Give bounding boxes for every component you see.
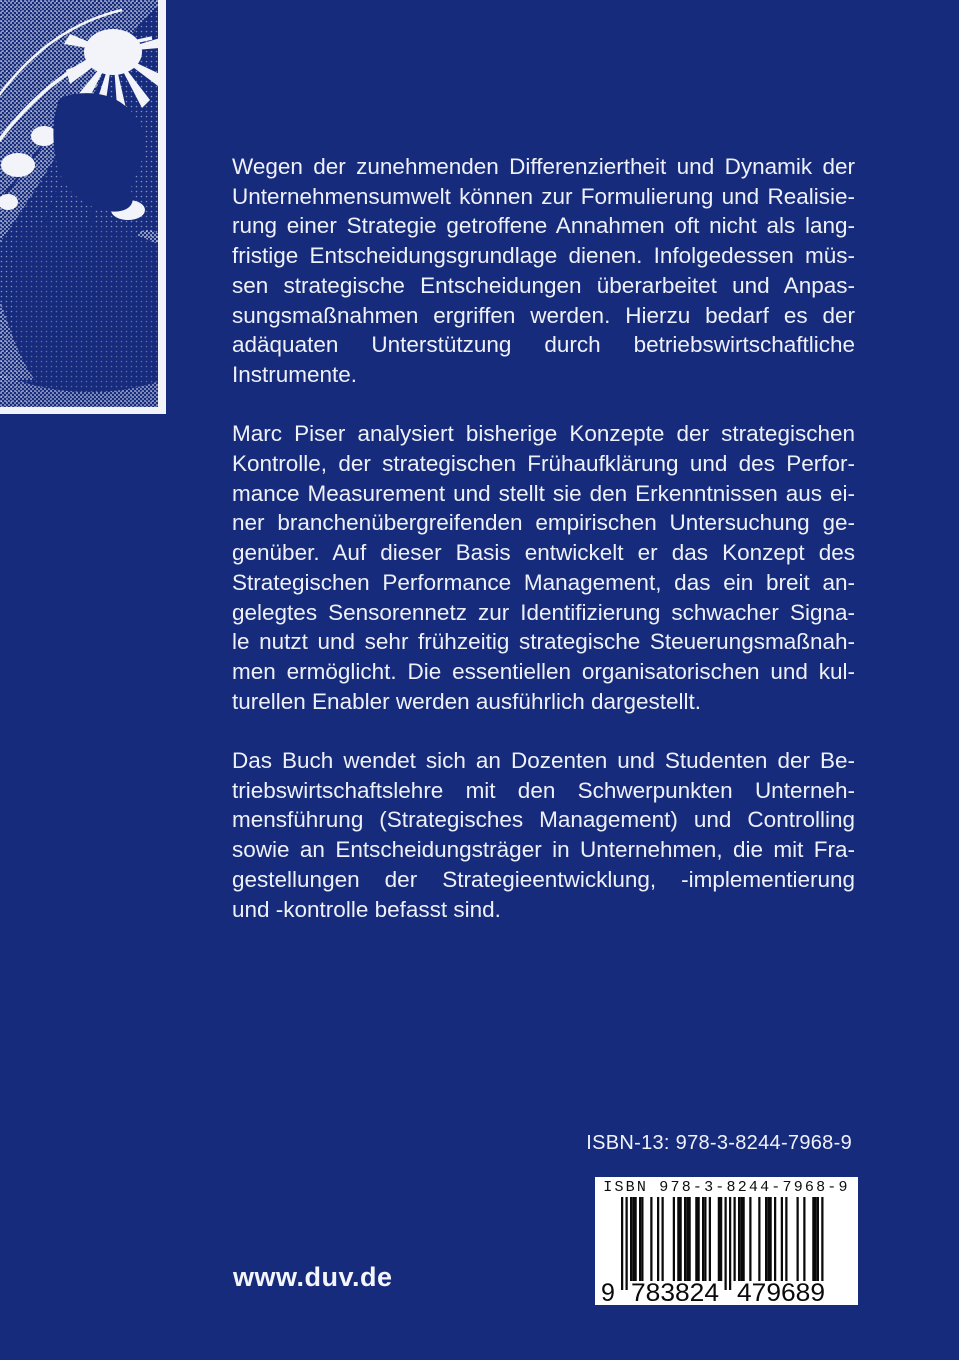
barcode-isbn-text: ISBN 978-3-8244-7968-9 <box>603 1179 850 1196</box>
globe-border-bottom <box>0 407 166 414</box>
blurb-line: Marc Piser analysiert bisherige Konzepte der strategischen <box>232 421 855 447</box>
blurb-line: Instrumente. <box>232 361 358 387</box>
back-cover-blurb <box>232 152 855 924</box>
barcode-digits: 783824 <box>631 1279 720 1303</box>
blurb-paragraph <box>232 746 855 924</box>
blurb-line: mance Measurement und stellt sie den Erkenntnissen aus ei- <box>232 480 855 506</box>
blurb-line: gestellungen der Strategieentwicklung, -implementierung <box>232 866 855 892</box>
blurb-line: rung einer Strategie getroffene Annahmen oft nicht als lang- <box>232 213 855 239</box>
blurb-line: gelegtes Sensorennetz zur Identifizierung schwacher Signa- <box>232 599 855 625</box>
globe-icon <box>0 0 166 414</box>
blurb-line: triebswirtschaftslehre mit den Schwerpunkten Unterneh- <box>232 777 855 803</box>
blurb-line: Das Buch wendet sich an Dozenten und Studenten der Be- <box>232 748 855 774</box>
blurb-line: men ermöglicht. Die essentiellen organisatorischen und kul- <box>232 658 855 684</box>
globe-illustration <box>0 0 166 414</box>
blurb-line: sowie an Entscheidungsträger in Unternehmen, die mit Fra- <box>232 837 855 863</box>
blurb-line: und -kontrolle befasst sind. <box>232 896 501 922</box>
blurb-line: le nutzt und sehr frühzeitig strategische Steuerungsmaßnah- <box>232 629 855 655</box>
blurb-line: Unternehmensumwelt können zur Formulierung und Realisie- <box>232 183 855 209</box>
barcode <box>595 1177 858 1305</box>
barcode-bars <box>595 1197 858 1303</box>
blurb-line: mensführung (Strategisches Management) und Controlling <box>232 807 855 833</box>
isbn-text: ISBN-13: 978-3-8244-7968-9 <box>586 1132 852 1154</box>
blurb-line: adäquaten Unterstützung durch betriebswirtschaftliche <box>232 332 855 358</box>
blurb-line: turellen Enabler werden ausführlich dargestellt. <box>232 688 702 714</box>
barcode-digits: 479689 <box>737 1279 825 1303</box>
blurb-line: Kontrolle, der strategischen Frühaufklärung und des Perfor- <box>232 451 855 477</box>
blurb-line: fristige Entscheidungsgrundlage dienen. Infolgedessen müs- <box>232 243 855 269</box>
blurb-line: sen strategische Entscheidungen überarbeitet und Anpas- <box>232 272 855 298</box>
blurb-line: sungsmaßnahmen ergriffen werden. Hierzu bedarf es der <box>232 302 855 328</box>
barcode-digits: 9 <box>601 1279 615 1303</box>
blurb-line: genüber. Auf dieser Basis entwickelt er das Konzept des <box>232 540 855 566</box>
publisher-url: www.duv.de <box>233 1262 393 1292</box>
blurb-paragraph <box>232 152 855 390</box>
blurb-line: ner branchenübergreifenden empirischen Untersuchung ge- <box>232 510 855 536</box>
blurb-line: Strategischen Performance Management, das ein breit an- <box>232 569 855 595</box>
blurb-paragraph <box>232 419 855 716</box>
blurb-line: Wegen der zunehmenden Differenziertheit und Dynamik der <box>232 154 855 179</box>
globe-border-right <box>158 0 166 414</box>
